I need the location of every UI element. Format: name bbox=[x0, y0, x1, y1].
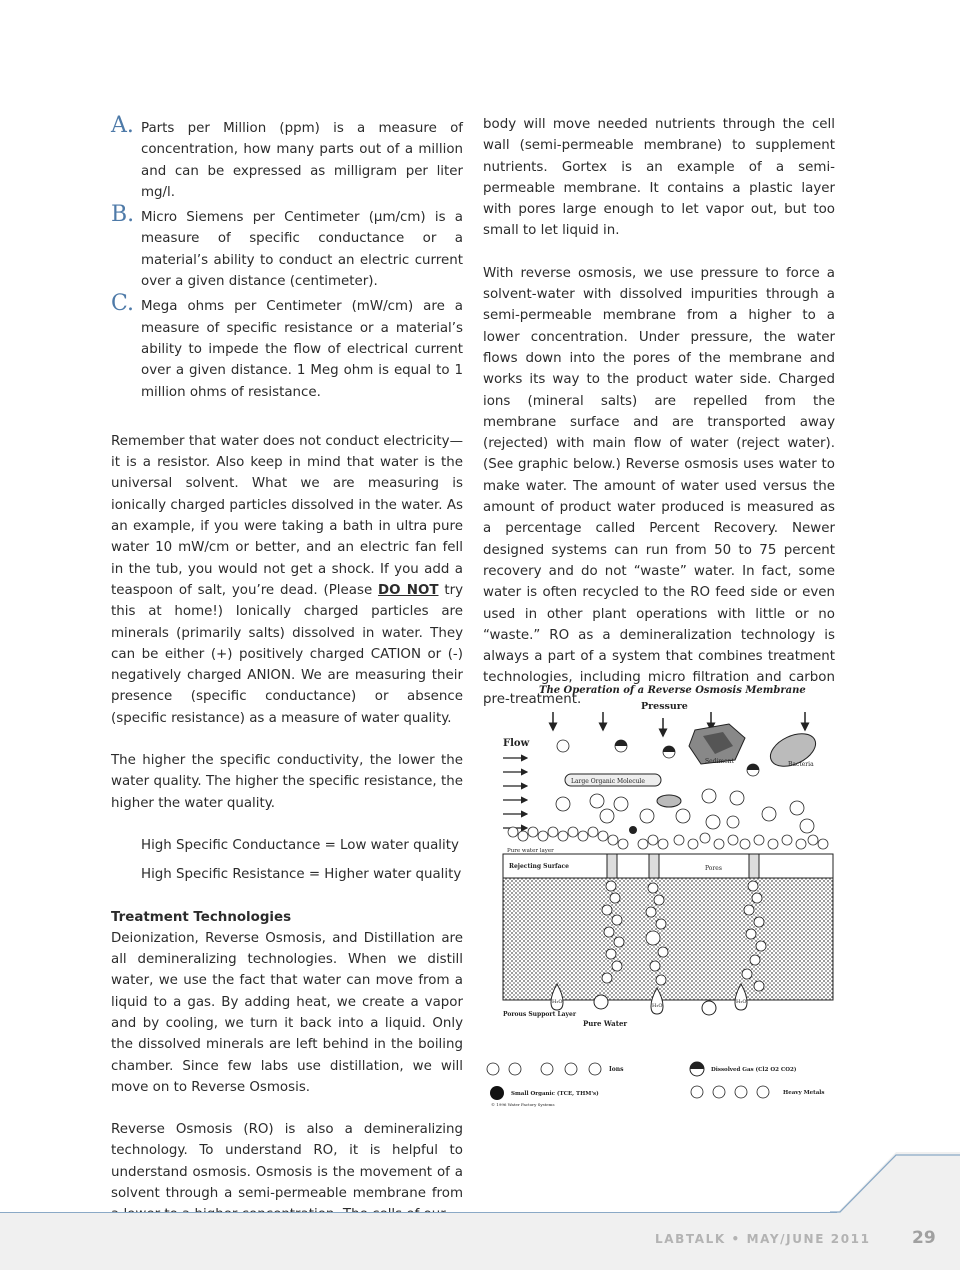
svg-text:H₂O: H₂O bbox=[552, 999, 563, 1005]
section-heading: Treatment Technologies bbox=[111, 909, 292, 925]
equation-resistance: High Specific Resistance = Higher water quality bbox=[141, 867, 462, 883]
figure-title: The Operation of a Reverse Osmosis Membrane bbox=[539, 685, 806, 696]
paragraph-reverse-osmosis: With reverse osmosis, we use pressure to force a solvent-water with dissolved impurities through a semi-permeable membrane from a higher to a lower concentration. Under pressure, the water flows down into the pores of the membrane and works its way to the product water side. Charged ions (mineral salts) are repelled from the membrane surface and are transported away (rejected) with main flow of water (reject water). (See graphic below.) Reverse osmosis uses water to make water. The amount of water used versus the amount of product water produced is measured as a percentage called Percent Recovery. Newer designed systems can run from 50 to 75 percent recovery and do not “waste” water. In fact, some water is often recycled to the RO feed side or even used in other plant operations with little or no “waste.” RO as a demineralization technology is always a part of a system that combines treatment technologies, including micro filtration and carbon pre-treatment. bbox=[483, 265, 835, 707]
porous-support-label: Porous Support Layer bbox=[503, 1011, 577, 1018]
ro-membrane-figure bbox=[483, 680, 838, 1110]
svg-text:H₂O: H₂O bbox=[652, 1003, 663, 1009]
figure-pressure-label: Pressure bbox=[641, 701, 688, 712]
sediment-particle bbox=[689, 724, 745, 765]
page-number: 29 bbox=[912, 1228, 936, 1248]
pores-label: Pores bbox=[705, 865, 722, 872]
definition-letter: B. bbox=[111, 202, 135, 228]
definition-text: Micro Siemens per Centimeter (µm/cm) is a measure of specific conductance or a material’s ability to conduct an electric current over a given distance (centimeter). bbox=[141, 210, 463, 290]
footer-corner-decoration bbox=[830, 1152, 960, 1216]
bacteria-particle bbox=[765, 727, 820, 773]
left-column bbox=[111, 113, 464, 1226]
rejecting-surface bbox=[503, 854, 833, 878]
paragraph-higher: The higher the specific conductivity, the lower the water quality. The higher the specific resistance, the higher the water quality. bbox=[111, 753, 463, 811]
flow-arrows bbox=[503, 758, 527, 828]
svg-text:H₂O: H₂O bbox=[736, 999, 747, 1005]
large-organic-label: Large Organic Molecule bbox=[571, 778, 645, 785]
footer-rule bbox=[0, 1212, 840, 1213]
equation-conductance: High Specific Conductance = Low water quality bbox=[141, 837, 459, 853]
legend-small-organic-label: Small Organic (TCE, THM's) bbox=[511, 1091, 599, 1097]
pure-water-label: Pure Water bbox=[583, 1019, 628, 1028]
legend-gas-label: Dissolved Gas (Cl2 O2 CO2) bbox=[711, 1067, 797, 1073]
paragraph-text: Remember that water does not conduct electricity—it is a resistor. Also keep in mind that water is the universal solvent. What we are measuring is ionically charged particles dissolved in the water. As an example, if you were taking a bath in ultra pure water 10 mW/cm or better, and an electric fan fell in the tub, you would not get a shock. If you add a teaspoon of salt, you’re dead. (Please bbox=[111, 433, 463, 598]
figure-flow-label: Flow bbox=[503, 738, 530, 749]
pressure-arrows bbox=[553, 712, 805, 736]
bacteria-label: Bacteria bbox=[788, 761, 814, 768]
sediment-label: Sediment bbox=[705, 758, 734, 765]
definition-c bbox=[111, 291, 463, 402]
definition-a bbox=[111, 113, 463, 203]
pure-water-layer-label: Pure water layer bbox=[507, 848, 554, 854]
emphasis-do-not: DO NOT bbox=[378, 582, 439, 598]
definition-letter: C. bbox=[111, 291, 135, 317]
definition-b bbox=[111, 202, 463, 292]
paragraph-ro: Reverse Osmosis (RO) is also a demineralizing technology. To understand RO, it is helpful to understand osmosis. Osmosis is the movement of a solvent through a semi-permeable membrane from bbox=[111, 1122, 463, 1202]
paragraph-remember bbox=[111, 431, 463, 729]
legend-heavy-metal-circles bbox=[691, 1086, 769, 1098]
legend-ions-label: Ions bbox=[609, 1066, 624, 1073]
pure-water-bubbles bbox=[508, 827, 828, 849]
definition-list bbox=[111, 113, 463, 403]
paragraph-cells: body will move needed nutrients through the cell wall (semi-permeable membrane) to supplement nutrients. Gortex is an example of a semi-permeable membrane. It contains a plastic layer with pores large enough to let vapor out, but too small to let liquid in. bbox=[483, 117, 835, 239]
legend-heavy-metals-label: Heavy Metals bbox=[783, 1090, 825, 1096]
definition-text: Mega ohms per Centimeter (mW/cm) are a measure of specific resistance or a material’s ability to impede the flow of electrical current over a given distance. 1 Meg ohm is equal to 1 million ohms of resistance. bbox=[141, 299, 463, 400]
figure-copyright: © 1996 Water Factory Systems bbox=[491, 1102, 555, 1107]
paragraph-text: try this at home!) Ionically charged particles are minerals (primarily salts) dissolved in water. They can be either (+) positively charged CATION or (-) negatively charged ANION. We are measuring their presence (specific conductance) or absence (specific resistance) as a measure of water quality. bbox=[111, 582, 464, 726]
figure-legend bbox=[487, 1062, 824, 1107]
paragraph-treatment: Deionization, Reverse Osmosis, and Distillation are all demineralizing technologies. When we distill water, we use the fact that water can move from a liquid to a gas. By adding heat, we create a vapor and by cooling, we turn it back into a liquid. Only the dissolved minerals are left behind in the boiling chamber. Since few labs use distillation, we will move on to Reverse Osmosis. bbox=[111, 930, 463, 1095]
definition-letter: A. bbox=[111, 113, 134, 138]
legend-ion-circles bbox=[487, 1063, 601, 1075]
porous-support-layer bbox=[503, 878, 833, 1000]
right-column bbox=[483, 114, 835, 710]
large-organic-molecule bbox=[565, 774, 661, 786]
rejecting-surface-label: Rejecting Surface bbox=[509, 863, 569, 870]
footer-publication: LABTALK • MAY/JUNE 2011 bbox=[655, 1232, 871, 1246]
definition-text: Parts per Million (ppm) is a measure of concentration, how many parts out of a million and can be expressed as milligram per liter mg/l. bbox=[141, 121, 463, 200]
